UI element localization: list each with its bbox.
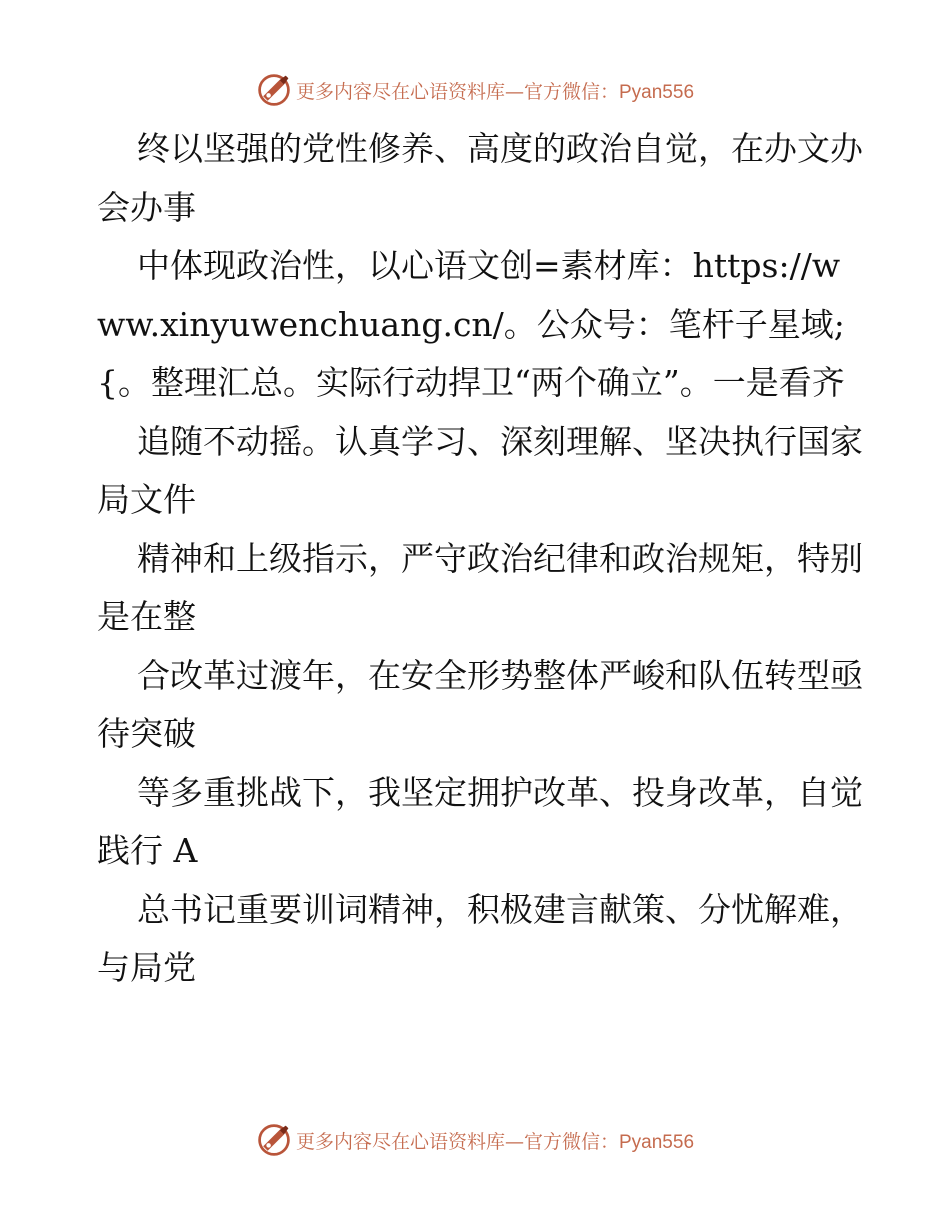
header-banner bbox=[0, 70, 950, 110]
pen-nib-logo-icon bbox=[256, 1122, 292, 1158]
banner-label: 更多内容尽在心语资料库—官方微信： bbox=[295, 80, 619, 103]
paragraph: 合改革过渡年，在安全形势整体严峻和队伍转型亟待突破 bbox=[97, 655, 863, 753]
footer-banner bbox=[0, 1120, 950, 1160]
paragraph: 终以坚强的党性修养、高度的政治自觉，在办文办会办事 bbox=[97, 129, 863, 227]
paragraph: 总书记重要训词精神，积极建言献策、分忧解难，与局党 bbox=[97, 889, 863, 987]
document-body bbox=[97, 120, 867, 998]
banner-label: 更多内容尽在心语资料库—官方微信： bbox=[295, 1130, 619, 1153]
paragraph: 等多重挑战下，我坚定拥护改革、投身改革，自觉践行 A bbox=[97, 772, 863, 870]
paragraph: 中体现政治性，以心语文创=素材库：https://www.xinyuwenchuang.cn/。公众号：笔杆子星域;{。整理汇总。实际行动捍卫“两个确立”。一是看齐 bbox=[97, 246, 845, 402]
banner-text bbox=[296, 77, 694, 104]
paragraph: 精神和上级指示，严守政治纪律和政治规矩，特别是在整 bbox=[97, 538, 863, 636]
banner-text bbox=[296, 1127, 694, 1154]
paragraph: 追随不动摇。认真学习、深刻理解、坚决执行国家局文件 bbox=[97, 421, 863, 519]
pen-nib-logo-icon bbox=[256, 72, 292, 108]
wechat-id: Pyan556 bbox=[619, 81, 695, 103]
wechat-id: Pyan556 bbox=[619, 1131, 695, 1153]
